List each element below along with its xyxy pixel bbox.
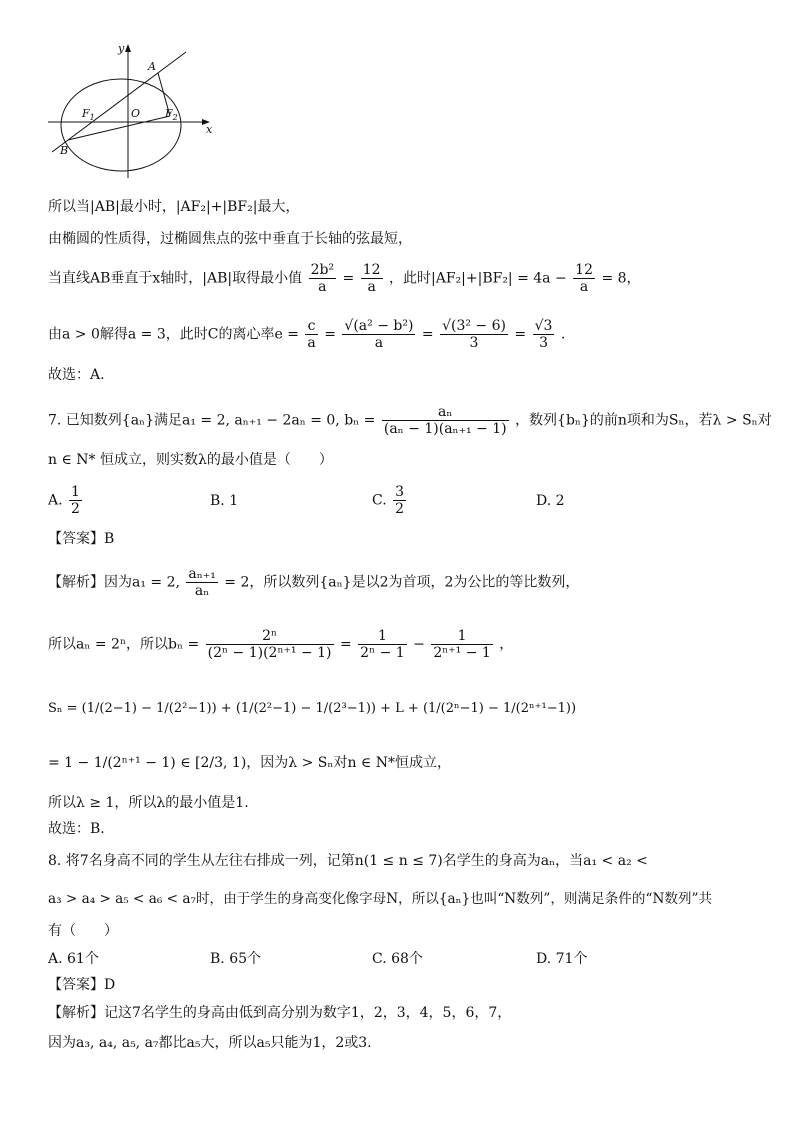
denominator: aₙ bbox=[194, 583, 210, 599]
fraction bbox=[358, 628, 407, 661]
question-8-line-2: a₃ > a₄ > a₅ < a₆ < a₇时，由于学生的身高变化像字母N，所以{aₙ}也叫“N数列”，则满足条件的“N数列”共 bbox=[48, 891, 713, 907]
seg: = 8， bbox=[601, 270, 641, 287]
seg: ，数列{bₙ}的前n项和为Sₙ，若λ > Sₙ对 bbox=[515, 412, 772, 429]
numerator: √3 bbox=[534, 318, 553, 334]
solution-7-line-6: 故选：B. bbox=[48, 821, 105, 837]
label-f2: $F_2$ bbox=[165, 107, 178, 122]
solution-7-sum: Sₙ = (1/(2−1) − 1/(2²−1)) + (1/(2²−1) − 1/(2³−1)) + L + (1/(2ⁿ−1) − 1/(2ⁿ⁺¹−1)) bbox=[48, 701, 577, 716]
seg: ，此时|AF₂|+|BF₂| = 4a − bbox=[389, 270, 567, 287]
solution-7-line-2 bbox=[48, 628, 513, 661]
question-8-line-3: 有（ ） bbox=[48, 923, 118, 939]
seg: 所以aₙ = 2ⁿ，所以bₙ = bbox=[48, 636, 200, 653]
solution-7-line-1 bbox=[48, 566, 579, 599]
seg: 7. 已知数列{aₙ}满足a₁ = 2, aₙ₊₁ − 2aₙ = 0, bₙ = bbox=[48, 412, 376, 429]
numerator: 12 bbox=[575, 262, 593, 278]
option-b: B. 1 bbox=[210, 493, 239, 509]
q8-option-b: B. 65个 bbox=[210, 951, 262, 967]
fraction bbox=[393, 484, 406, 517]
solution-7-line-5: 所以λ ≥ 1，所以λ的最小值是1. bbox=[48, 795, 249, 811]
fraction bbox=[431, 628, 493, 661]
option-a bbox=[48, 484, 84, 517]
label-o: O bbox=[131, 107, 141, 120]
q8-option-a: A. 61个 bbox=[48, 951, 99, 967]
solution-7-line-4: = 1 − 1/(2ⁿ⁺¹ − 1) ∈ [2/3, 1)，因为λ > Sₙ对n ∈ N*恒成立， bbox=[48, 755, 451, 771]
option-d: D. 2 bbox=[536, 493, 565, 509]
fraction bbox=[440, 318, 508, 351]
fraction bbox=[69, 484, 82, 517]
seg: ， bbox=[499, 636, 514, 653]
numerator: √(3² − 6) bbox=[442, 318, 506, 334]
fraction bbox=[382, 404, 509, 437]
question-7 bbox=[48, 404, 772, 437]
seg: = bbox=[514, 326, 531, 343]
numerator: 12 bbox=[362, 262, 381, 278]
denominator: 2 bbox=[71, 501, 80, 517]
denominator: 2ⁿ⁺¹ − 1 bbox=[433, 645, 491, 661]
fraction bbox=[533, 318, 555, 351]
answer-8: 【答案】D bbox=[48, 977, 116, 993]
denominator: a bbox=[307, 335, 316, 351]
solution-8-line-2: 因为a₃, a₄, a₅, a₇都比a₅大，所以a₅只能为1，2或3. bbox=[48, 1035, 372, 1051]
seg: = 2，所以数列{aₙ}是以2为首项，2为公比的等比数列， bbox=[224, 574, 580, 591]
fraction bbox=[305, 318, 317, 351]
numerator: aₙ₊₁ bbox=[188, 566, 216, 582]
answer-7: 【答案】B bbox=[48, 531, 115, 547]
q8-option-c: C. 68个 bbox=[372, 951, 423, 967]
denominator: a bbox=[318, 279, 327, 295]
text-line-1: 所以当|AB|最小时，|AF₂|+|BF₂|最大， bbox=[48, 199, 300, 215]
numerator: aₙ bbox=[382, 404, 509, 421]
option-label: C. bbox=[372, 492, 387, 509]
text-line-3 bbox=[48, 262, 641, 295]
denominator: (2ⁿ − 1)(2ⁿ⁺¹ − 1) bbox=[207, 645, 332, 661]
numerator: 3 bbox=[395, 484, 405, 500]
fraction bbox=[206, 628, 334, 661]
fraction bbox=[309, 262, 336, 295]
question-7-line-2: n ∈ N* 恒成立，则实数λ的最小值是（ ） bbox=[48, 452, 333, 468]
denominator: a bbox=[367, 279, 376, 295]
option-c bbox=[372, 484, 408, 517]
numerator: 2ⁿ bbox=[206, 628, 334, 645]
label-y: y bbox=[118, 42, 125, 55]
denominator: 3 bbox=[469, 335, 479, 351]
label-b: B bbox=[60, 144, 69, 157]
numerator: 1 bbox=[358, 628, 407, 645]
denominator: (aₙ − 1)(aₙ₊₁ − 1) bbox=[383, 421, 507, 437]
numerator: c bbox=[305, 318, 317, 335]
seg: . bbox=[560, 326, 566, 343]
text-line-4 bbox=[48, 318, 565, 351]
q8-option-d: D. 71个 bbox=[536, 951, 588, 967]
fraction bbox=[342, 318, 415, 351]
denominator: 3 bbox=[539, 335, 548, 351]
solution-8-line-1: 【解析】记这7名学生的身高由低到高分别为数字1，2，3，4，5，6，7， bbox=[48, 1005, 512, 1021]
label-a: A bbox=[148, 60, 156, 73]
seg: 由a > 0解得a = 3，此时C的离心率e = bbox=[48, 326, 299, 343]
seg: = bbox=[324, 326, 341, 343]
label-f1: $F_1$ bbox=[82, 107, 95, 122]
label-x: x bbox=[206, 123, 213, 136]
y-axis-arrow bbox=[125, 44, 131, 52]
numerator: 1 bbox=[71, 484, 80, 500]
seg: = bbox=[339, 636, 357, 653]
denominator: 2 bbox=[395, 501, 405, 517]
seg: 当直线AB垂直于x轴时，|AB|取得最小值 bbox=[48, 270, 303, 287]
text-line-2: 由椭圆的性质得，过椭圆焦点的弦中垂直于长轴的弦最短， bbox=[48, 231, 412, 247]
seg: = bbox=[421, 326, 439, 343]
ellipse-figure bbox=[44, 40, 224, 180]
seg: 【解析】因为a₁ = 2, bbox=[48, 574, 180, 591]
fraction bbox=[361, 262, 383, 295]
numerator: 1 bbox=[431, 628, 493, 645]
option-label: A. bbox=[48, 492, 63, 509]
question-8-line-1: 8. 将7名身高不同的学生从左往右排成一列，记第n(1 ≤ n ≤ 7)名学生的身高为aₙ，当a₁ < a₂ < bbox=[48, 853, 648, 869]
ellipse-curve bbox=[61, 79, 181, 171]
fraction bbox=[573, 262, 595, 295]
denominator: a bbox=[579, 279, 589, 295]
seg: − bbox=[413, 636, 430, 653]
denominator: 2ⁿ − 1 bbox=[360, 645, 405, 661]
denominator: a bbox=[374, 335, 384, 351]
numerator: 2b² bbox=[310, 262, 335, 278]
seg: = bbox=[342, 270, 359, 287]
numerator: √(a² − b²) bbox=[344, 318, 414, 334]
text-line-5: 故选：A. bbox=[48, 367, 105, 383]
fraction bbox=[186, 566, 217, 599]
